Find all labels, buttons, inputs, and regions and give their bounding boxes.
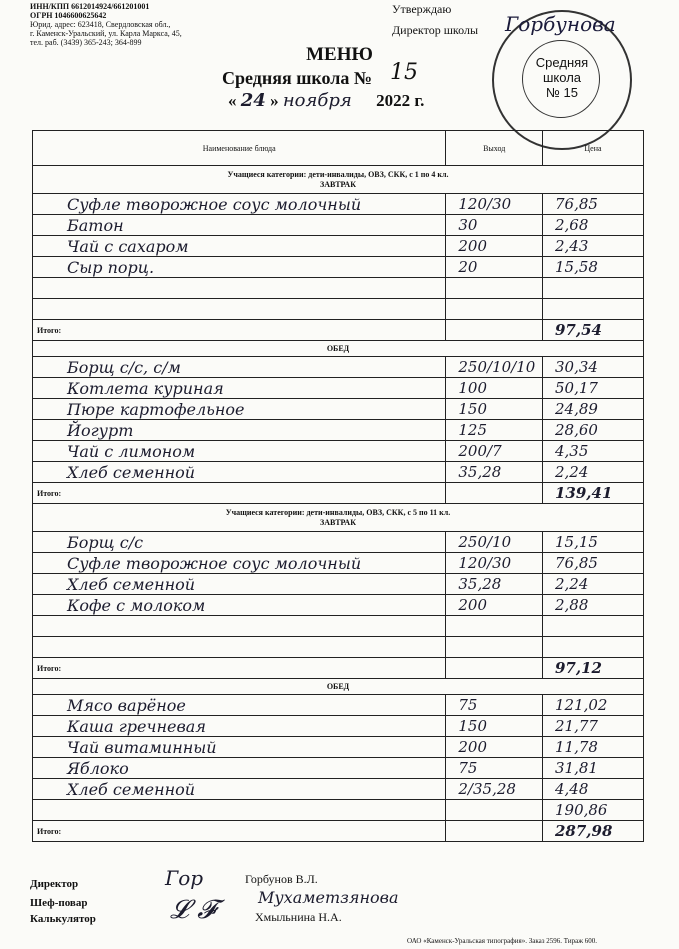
dish-output: 75: [446, 695, 543, 716]
date-day: 24: [240, 90, 266, 111]
page-title: МЕНЮ: [306, 44, 373, 65]
table-row: [33, 737, 644, 758]
total-row: [33, 320, 644, 341]
dish-price: 2,43: [542, 236, 643, 257]
section-row: [33, 341, 644, 357]
total-label: Итого:: [33, 658, 446, 679]
dish-price: 76,85: [542, 194, 643, 215]
school-number: 15: [390, 60, 418, 85]
dish-name: Сыр порц.: [33, 257, 446, 278]
dish-price: 121,02: [542, 695, 643, 716]
category-row-grades-5-11: [33, 504, 644, 532]
dish-name: Чай с сахаром: [33, 236, 446, 257]
director-sign: Гор: [165, 866, 204, 890]
dish-name: Борщ с/с: [33, 532, 446, 553]
stamp-line-2: школа: [542, 70, 582, 85]
dish-name: Чай с лимоном: [33, 441, 446, 462]
dish-output: 150: [446, 716, 543, 737]
address-line-2: г. Каменск-Уральский, ул. Карла Маркса, 45,: [30, 29, 182, 38]
dish-price: 2,68: [542, 215, 643, 236]
table-row: [33, 462, 644, 483]
total-row: [33, 821, 644, 842]
category-row-grades-1-4: [33, 166, 644, 194]
printer-footer: ОАО «Каменск-Уральская типография». Заказ 2596. Тираж 600.: [407, 937, 598, 945]
table-row: [33, 574, 644, 595]
table-row: [33, 779, 644, 800]
total-row: [33, 483, 644, 504]
dish-name: Кофе с молоком: [33, 595, 446, 616]
dish-output: 200/7: [446, 441, 543, 462]
dish-output: 200: [446, 595, 543, 616]
date-suffix: г.: [414, 91, 425, 110]
dish-price: 28,60: [542, 420, 643, 441]
total-value: 287,98: [542, 821, 643, 842]
director-school-label: Директор школы: [392, 23, 479, 37]
total-value: 97,12: [542, 658, 643, 679]
section-row: [33, 679, 644, 695]
dish-price: 76,85: [542, 553, 643, 574]
table-row: [33, 553, 644, 574]
dish-name: Суфле творожное соус молочный: [33, 194, 446, 215]
dish-output: 150: [446, 399, 543, 420]
director-handwritten-signature: Горбунова: [505, 12, 616, 36]
calculator-signature-label: Калькулятор: [30, 913, 96, 925]
dish-name: Батон: [33, 215, 446, 236]
empty-row: [33, 616, 644, 637]
table-row: [33, 695, 644, 716]
dish-output: 35,28: [446, 574, 543, 595]
calculator-sign-mark: 𝓛 𝓕: [170, 895, 217, 925]
school-label: Средняя школа №: [222, 68, 372, 88]
dish-price: 15,15: [542, 532, 643, 553]
date-open-quote: «: [228, 91, 237, 110]
dish-output: 200: [446, 737, 543, 758]
menu-date: [228, 90, 424, 111]
table-row: [33, 378, 644, 399]
section-breakfast-label: ЗАВТРАК: [319, 517, 356, 527]
total-label: Итого:: [33, 483, 446, 504]
phone-line: тел. раб. (3439) 365-243; 364-899: [30, 38, 142, 47]
approval-label: Утверждаю: [392, 2, 452, 16]
director-signature-label: Директор: [30, 878, 79, 890]
category-cell: [33, 166, 644, 194]
dish-price: 11,78: [542, 737, 643, 758]
table-row: [33, 758, 644, 779]
dish-price: 2,24: [542, 462, 643, 483]
dish-price: 21,77: [542, 716, 643, 737]
stamp-line-3: № 15: [545, 85, 579, 100]
inn-line: ИНН/КПП 6612014924/661201001: [30, 2, 150, 11]
header-dish-name: Наименование блюда: [33, 131, 446, 166]
dish-name: Пюре картофельное: [33, 399, 446, 420]
ogrn-line: ОГРН 1046600625642: [30, 11, 107, 20]
table-row: [33, 399, 644, 420]
date-close-quote: »: [270, 91, 279, 110]
table-row: [33, 420, 644, 441]
dish-price: 31,81: [542, 758, 643, 779]
section-lunch-label: ОБЕД: [33, 679, 644, 695]
dish-price: 24,89: [542, 399, 643, 420]
table-row: [33, 716, 644, 737]
section-lunch-label: ОБЕД: [33, 341, 644, 357]
organization-requisites: [30, 2, 182, 47]
empty-row: [33, 278, 644, 299]
subtotal-value: 190,86: [542, 800, 643, 821]
table-row: [33, 236, 644, 257]
dish-price: 2,88: [542, 595, 643, 616]
section-breakfast-label: ЗАВТРАК: [319, 179, 356, 189]
dish-output: 250/10/10: [446, 357, 543, 378]
dish-price: 15,58: [542, 257, 643, 278]
menu-table: [32, 130, 644, 842]
dish-output: 250/10: [446, 532, 543, 553]
date-month: ноября: [282, 90, 352, 111]
dish-name: Хлеб семенной: [33, 462, 446, 483]
table-row: [33, 194, 644, 215]
empty-row: [33, 299, 644, 320]
dish-name: Чай витаминный: [33, 737, 446, 758]
total-value: 139,41: [542, 483, 643, 504]
dish-name: Борщ с/с, с/м: [33, 357, 446, 378]
total-label: Итого:: [33, 821, 446, 842]
chef-signature-label: Шеф-повар: [30, 897, 88, 909]
dish-output: 20: [446, 257, 543, 278]
category-label: Учащиеся категории: дети-инвалиды, ОВЗ, СКК, с 5 по 11 кл.: [225, 507, 451, 517]
dish-name: Каша гречневая: [33, 716, 446, 737]
dish-output: 2/35,28: [446, 779, 543, 800]
dish-name: Яблоко: [33, 758, 446, 779]
empty-row: [33, 637, 644, 658]
total-value: 97,54: [542, 320, 643, 341]
table-header-row: [33, 131, 644, 166]
dish-output: 120/30: [446, 553, 543, 574]
dish-output: 125: [446, 420, 543, 441]
table-row: [33, 257, 644, 278]
chef-sign: Мухаметзянова: [258, 888, 399, 907]
category-label: Учащиеся категории: дети-инвалиды, ОВЗ, СКК, с 1 по 4 кл.: [227, 169, 449, 179]
dish-output: 35,28: [446, 462, 543, 483]
dish-name: Суфле творожное соус молочный: [33, 553, 446, 574]
dish-output: 100: [446, 378, 543, 399]
table-row: [33, 441, 644, 462]
dish-price: 30,34: [542, 357, 643, 378]
subtotal-row: [33, 800, 644, 821]
dish-price: 2,24: [542, 574, 643, 595]
dish-output: 30: [446, 215, 543, 236]
table-row: [33, 595, 644, 616]
address-line-1: Юрид. адрес: 623418, Свердловская обл.,: [30, 20, 171, 29]
table-row: [33, 357, 644, 378]
table-row: [33, 532, 644, 553]
category-cell: [33, 504, 644, 532]
total-label: Итого:: [33, 320, 446, 341]
calculator-name: Хмыльнина Н.А.: [255, 910, 342, 924]
dish-output: 75: [446, 758, 543, 779]
dish-price: 4,48: [542, 779, 643, 800]
table-row: [33, 215, 644, 236]
stamp-line-1: Средняя: [535, 55, 589, 70]
dish-name: Мясо варёное: [33, 695, 446, 716]
dish-output: 200: [446, 236, 543, 257]
header-output: Выход: [446, 131, 543, 166]
dish-output: 120/30: [446, 194, 543, 215]
dish-name: Котлета куриная: [33, 378, 446, 399]
date-year: 2022: [376, 91, 411, 110]
total-row: [33, 658, 644, 679]
header-price: Цена: [542, 131, 643, 166]
dish-price: 50,17: [542, 378, 643, 399]
dish-name: Хлеб семенной: [33, 779, 446, 800]
dish-name: Йогурт: [33, 420, 446, 441]
dish-name: Хлеб семенной: [33, 574, 446, 595]
director-name: Горбунов В.Л.: [245, 872, 318, 886]
dish-price: 4,35: [542, 441, 643, 462]
